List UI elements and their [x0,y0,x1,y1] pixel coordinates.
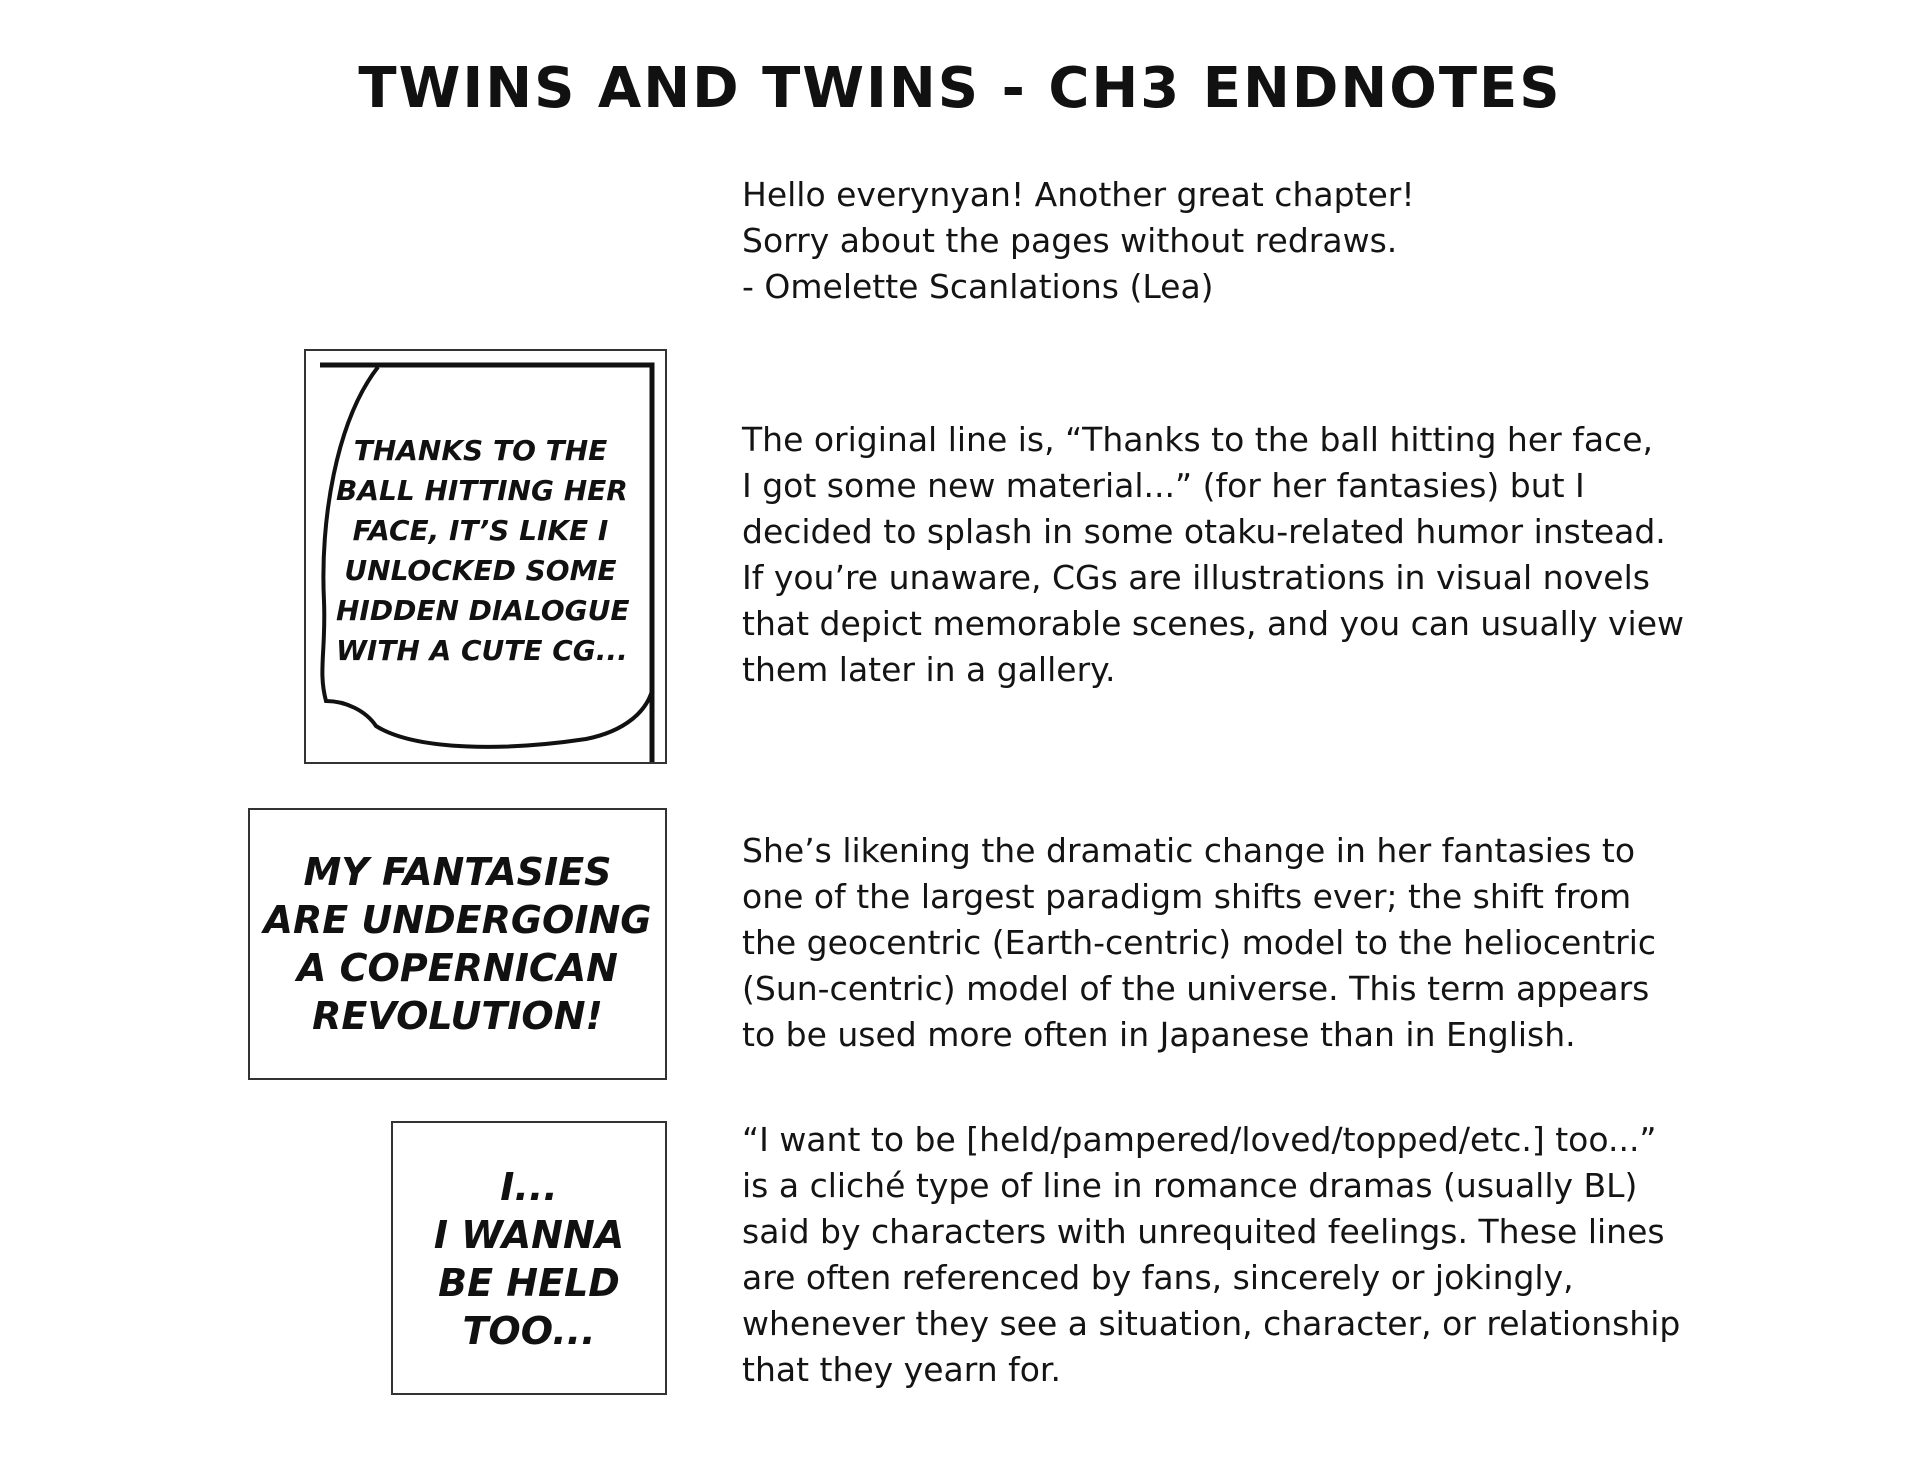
note-line: The original line is, “Thanks to the ball hitting her face, [742,420,1653,459]
panel-text [393,1163,665,1355]
intro-note [742,172,1742,310]
panel-line: BE HELD [438,1261,620,1305]
panel-line: REVOLUTION! [312,994,603,1038]
note-line: them later in a gallery. [742,650,1116,689]
panel-text [336,431,630,671]
panel-line: WITH A CUTE CG... [336,634,628,667]
panel-line: I... [500,1165,558,1209]
note-line: whenever they see a situation, character, or relationship [742,1304,1681,1343]
intro-line: Sorry about the pages without redraws. [742,221,1398,260]
note-line: that they yearn for. [742,1350,1061,1389]
note-held [742,1117,1742,1393]
panel-line: ARE UNDERGOING [263,898,652,942]
intro-line: - Omelette Scanlations (Lea) [742,267,1214,306]
note-line: I got some new material...” (for her fantasies) but I [742,466,1585,505]
manga-panel-cg [304,349,667,764]
panel-text [250,848,665,1040]
panel-line: I WANNA [433,1213,625,1257]
note-line: (Sun-centric) model of the universe. This term appears [742,969,1650,1008]
note-line: one of the largest paradigm shifts ever; the shift from [742,877,1632,916]
note-line: to be used more often in Japanese than in English. [742,1015,1576,1054]
panel-line: FACE, IT’S LIKE I [352,514,609,547]
panel-line: MY FANTASIES [303,850,612,894]
page-title: TWINS AND TWINS - CH3 ENDNOTES [358,56,1562,121]
panel-line: TOO... [462,1309,596,1353]
panel-line: UNLOCKED SOME [344,554,617,587]
note-line: is a cliché type of line in romance dramas (usually BL) [742,1166,1638,1205]
note-copernican [742,828,1742,1058]
note-line: are often referenced by fans, sincerely or jokingly, [742,1258,1574,1297]
panel-line: BALL HITTING HER [336,474,628,507]
note-line: She’s likening the dramatic change in her fantasies to [742,831,1636,870]
intro-line: Hello everynyan! Another great chapter! [742,175,1415,214]
panel-line: A COPERNICAN [297,946,618,990]
note-line: “I want to be [held/pampered/loved/topped/etc.] too...” [742,1120,1657,1159]
note-cg [742,417,1742,693]
note-line: If you’re unaware, CGs are illustrations in visual novels [742,558,1650,597]
manga-panel-held [391,1121,667,1395]
manga-panel-copernican [248,808,667,1080]
note-line: said by characters with unrequited feelings. These lines [742,1212,1665,1251]
panel-line: HIDDEN DIALOGUE [336,594,630,627]
note-line: the geocentric (Earth-centric) model to the heliocentric [742,923,1657,962]
note-line: decided to splash in some otaku-related humor instead. [742,512,1666,551]
note-line: that depict memorable scenes, and you can usually view [742,604,1685,643]
panel-line: THANKS TO THE [353,434,608,467]
